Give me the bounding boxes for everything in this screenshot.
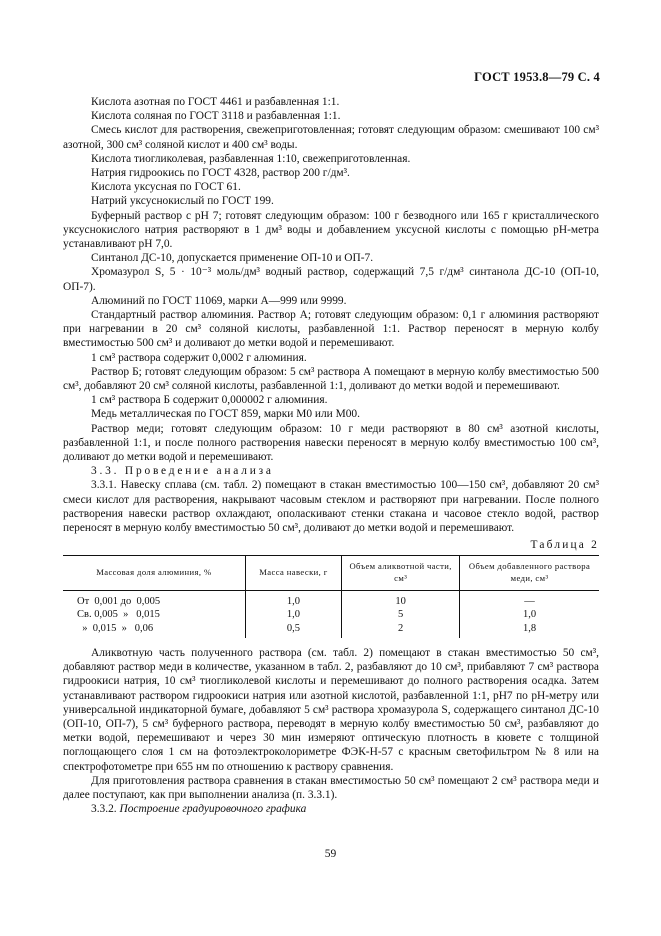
section-heading: 3.3. Проведение анализа [91, 465, 274, 478]
table-row [63, 590, 599, 608]
cell-copper: 1,8 [460, 622, 599, 639]
paragraph: Аликвотную часть полученного раствора (см. табл. 2) помещают в стакан вместимостью 50 см³, добавляют раствор меди в количестве, указанном в табл. 2, разбавляют до 10 см³, прибавляют 7 см³ раствора гидроокиси натрия, 10 см³ тиогликолевой кислоты и перемешивают до полного растворения осадка. Затем устанавливают раствором гидроокиси натрия или азотной кислотой, разбавленной 1:1, рН7 по рН-метру или универсальной индикаторной бумаге, добавляют 5 см³ раствора хромазурола S, содержащего синтанол ДС-10 (ОП-10, ОП-7), 5 см³ буферного раствора, переводят в мерную колбу вместимостью 50 см³, разбавляют до метки водой, перемешивают и через 30 мин измеряют оптическую плотность в кювете с толщиной поглощающего слоя 1 см на фотоэлектроколориметре ФЭК-Н-57 с красным светофильтром № 8 или на спектрофотометре при 655 нм по отношению к раствору сравнения. [63, 647, 599, 773]
paragraph: Натрия гидроокись по ГОСТ 4328, раствор 200 г/дм³. [91, 167, 350, 180]
cell-range: » 0,015 » 0,06 [77, 622, 154, 634]
document-body [63, 95, 599, 816]
page-header: ГОСТ 1953.8—79 С. 4 [474, 70, 600, 84]
cell-copper: 1,0 [460, 608, 599, 622]
paragraph: Раствор меди; готовят следующим образом: 10 г меди растворяют в 80 см³ азотной кислоты, разбавленной 1:1, и после полного растворения навески переносят в мерную колбу вместимостью 100 см³, доливают до метки водой и перемешивают. [63, 422, 599, 464]
paragraph-3-3-1: 3.3.1. Навеску сплава (см. табл. 2) помещают в стакан вместимостью 100—150 см³, добавляют 20 см³ смеси кислот для растворения, накрывают часовым стеклом и растворяют при нагревании. После полного растворения навески раствор охлаждают, ополаскивают стенки стакана и часовое стекло водой, раствор переносят в мерную колбу вместимостью 50 см³, доливают до метки водой и перемешивают. [63, 479, 599, 535]
paragraph: Кислота соляная по ГОСТ 3118 и разбавленная 1:1. [91, 110, 341, 123]
paragraph: Синтанол ДС-10, допускается применение ОП-10 и ОП-7. [91, 252, 374, 265]
paragraph: Хромазурол S, 5 · 10⁻³ моль/дм³ водный раствор, содержащий 7,5 г/дм³ синтанола ДС-10 (ОП-10, ОП-7). [63, 266, 599, 293]
cell-mass: 1,0 [245, 590, 341, 608]
table-caption: Таблица 2 [530, 539, 599, 552]
paragraph: Для приготовления раствора сравнения в стакан вместимостью 50 см³ помещают 2 см³ раствора меди и далее поступают, как при выполнении анализа (п. 3.3.1). [63, 774, 599, 802]
paragraph: Медь металлическая по ГОСТ 859, марки М0 или М00. [91, 408, 360, 421]
header-aluminium-fraction: Массовая доля алюминия, % [63, 555, 245, 590]
clause-number: 3.3.2. [91, 803, 117, 816]
paragraph: Кислота уксусная по ГОСТ 61. [91, 181, 241, 194]
paragraph: Кислота азотная по ГОСТ 4461 и разбавленная 1:1. [91, 96, 340, 108]
cell-aliquot: 5 [342, 608, 460, 622]
paragraph: Смесь кислот для растворения, свежеприготовленная; готовят следующим образом: смешивают 100 см³ азотной, 300 см³ соляной кислот и 400 см³ воды. [63, 124, 599, 151]
paragraph: Натрий уксуснокислый по ГОСТ 199. [91, 195, 274, 208]
cell-aliquot: 2 [342, 622, 460, 639]
cell-copper: — [460, 590, 599, 608]
cell-range: От 0,001 до 0,005 [77, 595, 161, 607]
header-copper-volume: Объем добавленного раствора меди, см³ [460, 555, 599, 590]
paragraph: Буферный раствор с рН 7; готовят следующим образом: 100 г безводного или 165 г кристаллического уксуснокислого натрия растворяют в 1 дм³ воды и добавлением уксусной кислоты с помощью рН-метра устанавливают рН 7,0. [63, 209, 599, 251]
cell-range: Св. 0,005 » 0,015 [77, 609, 160, 620]
paragraph: 1 см³ раствора Б содержит 0,000002 г алюминия. [91, 394, 328, 407]
header-sample-mass: Масса навески, г [245, 555, 341, 590]
paragraph: Стандартный раствор алюминия. Раствор А; готовят следующим образом: 0,1 г алюминия растворяют при нагревании в 20 см³ соляной кислоты, разбавленной 1:1. Раствор переносят в мерную колбу вместимостью 500 см³ и доливают до метки водой и перемешивают. [63, 309, 599, 350]
table-row [63, 608, 599, 622]
page-number: 59 [324, 848, 337, 860]
table-header-row [63, 555, 599, 590]
cell-mass: 1,0 [245, 608, 341, 622]
cell-aliquot: 10 [342, 590, 460, 608]
paragraph: Кислота тиогликолевая, разбавленная 1:10, свежеприготовленная. [91, 152, 411, 165]
header-aliquot-volume: Объем аликвотной части, см³ [342, 555, 460, 590]
cell-mass: 0,5 [245, 622, 341, 639]
table-2 [63, 555, 599, 639]
paragraph-3-3-2 [63, 802, 599, 816]
clause-title: Построение градуировочного графика [119, 803, 307, 816]
paragraph: Раствор Б; готовят следующим образом: 5 см³ раствора А помещают в мерную колбу вместимостью 500 см³, добавляют 20 см³ соляной кислоты, разбавленной 1:1, доливают до метки водой и перемешивают. [63, 365, 599, 393]
table-row [63, 622, 599, 639]
paragraph: 1 см³ раствора содержит 0,0002 г алюминия. [91, 351, 307, 364]
paragraph: Алюминий по ГОСТ 11069, марки А—999 или 9999. [91, 294, 347, 307]
